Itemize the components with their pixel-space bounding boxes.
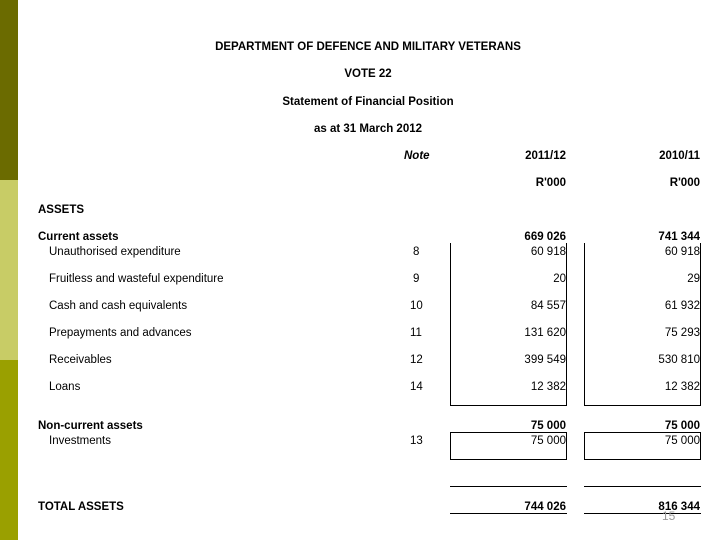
row-value-2010-11: 60 918 bbox=[664, 246, 700, 258]
current-assets-label: Current assets bbox=[38, 231, 119, 243]
assets-heading: ASSETS bbox=[38, 204, 85, 216]
row-note: 14 bbox=[410, 381, 423, 393]
row-value-2011-12: 20 bbox=[553, 273, 566, 285]
slide-sidebar bbox=[0, 0, 18, 540]
row-value-2011-12: 131 620 bbox=[524, 327, 566, 339]
date-title: as at 31 March 2012 bbox=[313, 123, 423, 135]
noncurrent-box-left-line-2 bbox=[584, 432, 585, 459]
current-box-bottom-line-2 bbox=[584, 405, 701, 406]
unit-2011-12: R'000 bbox=[535, 177, 566, 189]
noncurrent-box-top-line-1 bbox=[450, 432, 567, 433]
total-assets-label: TOTAL ASSETS bbox=[38, 501, 124, 513]
row-value-2010-11: 12 382 bbox=[664, 381, 700, 393]
noncurrent-box-right-line-1 bbox=[566, 432, 567, 459]
noncurrent-box-right-line-2 bbox=[700, 432, 701, 459]
sidebar-block-bottom bbox=[0, 360, 18, 540]
noncurrent-assets-label: Non-current assets bbox=[38, 420, 143, 432]
current-box-bottom-line-1 bbox=[450, 405, 567, 406]
current-box-left-line-2 bbox=[584, 243, 585, 405]
row-label: Prepayments and advances bbox=[49, 327, 192, 339]
row-value-2011-12: 12 382 bbox=[530, 381, 566, 393]
note-column-header: Note bbox=[404, 150, 430, 162]
row-label: Loans bbox=[49, 381, 81, 393]
row-value-2011-12: 399 549 bbox=[524, 354, 566, 366]
current-assets-2010-11: 741 344 bbox=[658, 231, 700, 243]
row-value-2010-11: 75 293 bbox=[664, 327, 700, 339]
total-top-rule-1 bbox=[450, 486, 567, 487]
statement-title: Statement of Financial Position bbox=[282, 96, 454, 108]
row-note: 10 bbox=[410, 300, 423, 312]
row-value-2010-11: 75 000 bbox=[664, 435, 700, 447]
total-assets-2011-12: 744 026 bbox=[524, 501, 566, 513]
sidebar-block-top bbox=[0, 0, 18, 180]
current-assets-2011-12: 669 026 bbox=[524, 231, 566, 243]
row-value-2010-11: 61 932 bbox=[664, 300, 700, 312]
department-title: DEPARTMENT OF DEFENCE AND MILITARY VETERANS bbox=[215, 41, 521, 53]
page-number: 15 bbox=[662, 509, 676, 523]
current-box-left-line-1 bbox=[450, 243, 451, 405]
noncurrent-assets-2010-11: 75 000 bbox=[664, 420, 700, 432]
row-value-2011-12: 75 000 bbox=[530, 435, 566, 447]
year-2011-12-header: 2011/12 bbox=[525, 150, 566, 162]
row-value-2010-11: 530 810 bbox=[658, 354, 700, 366]
row-value-2011-12: 60 918 bbox=[530, 246, 566, 258]
row-note: 11 bbox=[410, 327, 422, 339]
noncurrent-box-left-line-1 bbox=[450, 432, 451, 459]
row-note: 12 bbox=[410, 354, 423, 366]
row-label: Investments bbox=[49, 435, 111, 447]
unit-2010-11: R'000 bbox=[669, 177, 700, 189]
row-value-2011-12: 84 557 bbox=[530, 300, 566, 312]
total-bottom-rule-2 bbox=[584, 513, 701, 514]
noncurrent-box-bottom-line-1 bbox=[450, 459, 567, 460]
total-top-rule-2 bbox=[584, 486, 701, 487]
row-note: 9 bbox=[413, 273, 420, 285]
noncurrent-box-bottom-line-2 bbox=[584, 459, 701, 460]
row-label: Receivables bbox=[49, 354, 112, 366]
row-label: Unauthorised expenditure bbox=[49, 246, 181, 258]
year-2010-11-header: 2010/11 bbox=[659, 150, 700, 162]
row-note: 13 bbox=[410, 435, 423, 447]
current-box-right-line-1 bbox=[566, 243, 567, 405]
total-bottom-rule-1 bbox=[450, 513, 567, 514]
vote-title: VOTE 22 bbox=[344, 68, 392, 80]
row-note: 8 bbox=[413, 246, 420, 258]
current-box-right-line-2 bbox=[700, 243, 701, 405]
total-assets-2010-11: 816 344 bbox=[658, 501, 700, 513]
sidebar-block-middle bbox=[0, 180, 18, 360]
row-label: Cash and cash equivalents bbox=[49, 300, 188, 312]
noncurrent-assets-2011-12: 75 000 bbox=[530, 420, 566, 432]
noncurrent-box-top-line-2 bbox=[584, 432, 701, 433]
row-label: Fruitless and wasteful expenditure bbox=[49, 273, 224, 285]
row-value-2010-11: 29 bbox=[687, 273, 700, 285]
